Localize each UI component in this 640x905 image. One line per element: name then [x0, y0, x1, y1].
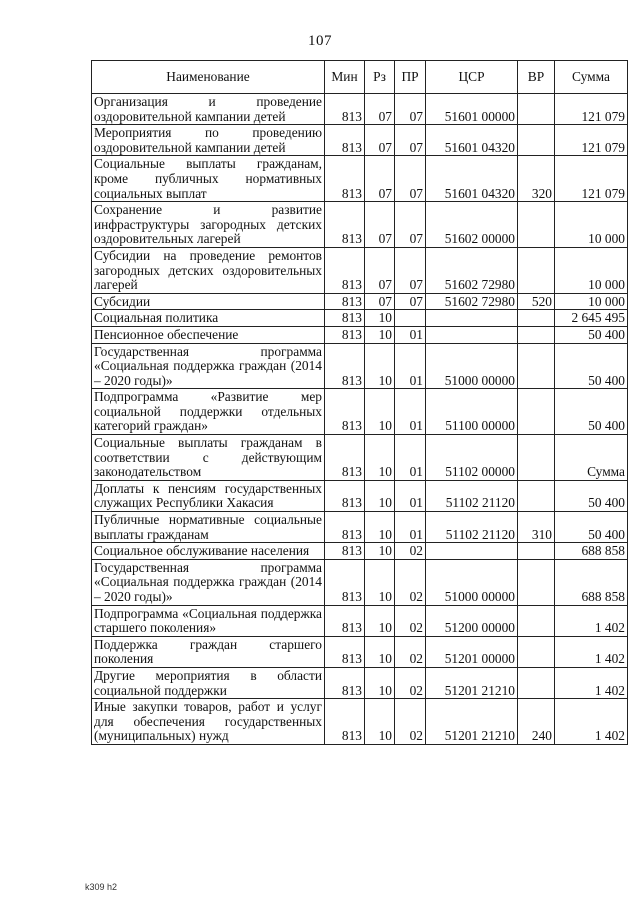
- cell-min: 813: [325, 326, 365, 343]
- cell-min: 813: [325, 247, 365, 293]
- table-row: [92, 559, 628, 605]
- table-row: [92, 435, 628, 481]
- cell-name: Подпрограмма «Социальная поддержка старшего поколения»: [92, 605, 325, 636]
- cell-sum: Сумма: [555, 435, 628, 481]
- header-min: Мин: [325, 61, 365, 94]
- cell-pr: 07: [395, 247, 426, 293]
- table-row: [92, 310, 628, 327]
- cell-vr: 240: [518, 699, 555, 745]
- cell-name: Социальная политика: [92, 310, 325, 327]
- cell-min: 813: [325, 125, 365, 156]
- cell-rz: 10: [365, 435, 395, 481]
- cell-rz: 07: [365, 247, 395, 293]
- cell-vr: [518, 125, 555, 156]
- header-pr: ПР: [395, 61, 426, 94]
- cell-sum: 50 400: [555, 343, 628, 389]
- cell-rz: 10: [365, 326, 395, 343]
- cell-sum: 1 402: [555, 605, 628, 636]
- table-row: [92, 202, 628, 248]
- cell-name: Субсидии: [92, 293, 325, 310]
- cell-csr: 51102 21120: [426, 480, 518, 511]
- cell-vr: 320: [518, 156, 555, 202]
- cell-vr: [518, 559, 555, 605]
- cell-name: Социальные выплаты гражданам в соответствии с действующим законодательством: [92, 435, 325, 481]
- cell-rz: 10: [365, 512, 395, 543]
- cell-name: Другие мероприятия в области социальной поддержки: [92, 667, 325, 698]
- table-row: [92, 247, 628, 293]
- cell-sum: 10 000: [555, 247, 628, 293]
- cell-vr: [518, 543, 555, 560]
- table-row: [92, 605, 628, 636]
- cell-sum: 1 402: [555, 667, 628, 698]
- table-row: [92, 94, 628, 125]
- cell-pr: 07: [395, 125, 426, 156]
- cell-pr: 02: [395, 559, 426, 605]
- table-row: [92, 326, 628, 343]
- cell-csr: 51102 21120: [426, 512, 518, 543]
- cell-csr: 51601 04320: [426, 125, 518, 156]
- cell-name: Социальные выплаты гражданам, кроме публичных нормативных социальных выплат: [92, 156, 325, 202]
- table-row: [92, 636, 628, 667]
- cell-sum: 121 079: [555, 156, 628, 202]
- table-body: [92, 94, 628, 745]
- cell-name: Сохранение и развитие инфраструктуры загородных детских оздоровительных лагерей: [92, 202, 325, 248]
- cell-name: Организация и проведение оздоровительной кампании детей: [92, 94, 325, 125]
- table-row: [92, 667, 628, 698]
- cell-name: Субсидии на проведение ремонтов загородных детских оздоровительных лагерей: [92, 247, 325, 293]
- cell-min: 813: [325, 605, 365, 636]
- table-row: [92, 343, 628, 389]
- table-row: [92, 156, 628, 202]
- cell-sum: 688 858: [555, 559, 628, 605]
- table-row: [92, 512, 628, 543]
- cell-pr: 01: [395, 389, 426, 435]
- cell-min: 813: [325, 156, 365, 202]
- cell-min: 813: [325, 559, 365, 605]
- cell-sum: 50 400: [555, 326, 628, 343]
- header-rz: Рз: [365, 61, 395, 94]
- cell-min: 813: [325, 202, 365, 248]
- cell-name: Доплаты к пенсиям государственных служащих Республики Хакасия: [92, 480, 325, 511]
- cell-rz: 07: [365, 125, 395, 156]
- cell-sum: 10 000: [555, 202, 628, 248]
- cell-name: Мероприятия по проведению оздоровительной кампании детей: [92, 125, 325, 156]
- cell-rz: 10: [365, 310, 395, 327]
- cell-rz: 10: [365, 480, 395, 511]
- cell-csr: 51602 72980: [426, 293, 518, 310]
- cell-vr: [518, 480, 555, 511]
- cell-pr: 02: [395, 636, 426, 667]
- cell-vr: [518, 435, 555, 481]
- cell-csr: 51200 00000: [426, 605, 518, 636]
- cell-pr: 02: [395, 605, 426, 636]
- cell-pr: 07: [395, 94, 426, 125]
- cell-min: 813: [325, 310, 365, 327]
- cell-sum: 121 079: [555, 94, 628, 125]
- cell-pr: [395, 310, 426, 327]
- cell-pr: 02: [395, 543, 426, 560]
- cell-pr: 02: [395, 667, 426, 698]
- cell-rz: 10: [365, 699, 395, 745]
- cell-sum: 50 400: [555, 389, 628, 435]
- cell-rz: 10: [365, 389, 395, 435]
- cell-sum: 1 402: [555, 699, 628, 745]
- cell-vr: 310: [518, 512, 555, 543]
- cell-sum: 688 858: [555, 543, 628, 560]
- cell-rz: 07: [365, 202, 395, 248]
- cell-name: Поддержка граждан старшего поколения: [92, 636, 325, 667]
- cell-rz: 07: [365, 293, 395, 310]
- cell-rz: 07: [365, 94, 395, 125]
- cell-pr: 01: [395, 326, 426, 343]
- cell-vr: [518, 94, 555, 125]
- cell-pr: 01: [395, 512, 426, 543]
- cell-min: 813: [325, 667, 365, 698]
- cell-name: Подпрограмма «Развитие мер социальной поддержки отдельных категорий граждан»: [92, 389, 325, 435]
- cell-csr: [426, 543, 518, 560]
- cell-pr: 07: [395, 156, 426, 202]
- cell-vr: [518, 310, 555, 327]
- cell-vr: 520: [518, 293, 555, 310]
- cell-vr: [518, 326, 555, 343]
- cell-rz: 07: [365, 156, 395, 202]
- cell-min: 813: [325, 293, 365, 310]
- cell-vr: [518, 605, 555, 636]
- cell-vr: [518, 343, 555, 389]
- table-header-row: [92, 61, 628, 94]
- cell-min: 813: [325, 389, 365, 435]
- cell-name: Иные закупки товаров, работ и услуг для обеспечения государственных (муниципальных) нужд: [92, 699, 325, 745]
- cell-name: Пенсионное обеспечение: [92, 326, 325, 343]
- page-number: 107: [308, 33, 332, 49]
- cell-vr: [518, 247, 555, 293]
- cell-csr: [426, 326, 518, 343]
- table-row: [92, 389, 628, 435]
- cell-vr: [518, 389, 555, 435]
- cell-min: 813: [325, 343, 365, 389]
- table-row: [92, 699, 628, 745]
- cell-csr: 51000 00000: [426, 559, 518, 605]
- header-sum: Сумма: [555, 61, 628, 94]
- cell-min: 813: [325, 543, 365, 560]
- cell-rz: 10: [365, 636, 395, 667]
- footer-code: k309 h2: [85, 882, 118, 892]
- cell-min: 813: [325, 94, 365, 125]
- cell-sum: 10 000: [555, 293, 628, 310]
- cell-sum: 1 402: [555, 636, 628, 667]
- cell-pr: 01: [395, 343, 426, 389]
- cell-min: 813: [325, 636, 365, 667]
- cell-sum: 121 079: [555, 125, 628, 156]
- cell-min: 813: [325, 480, 365, 511]
- cell-pr: 02: [395, 699, 426, 745]
- cell-csr: 51201 21210: [426, 699, 518, 745]
- cell-sum: 50 400: [555, 512, 628, 543]
- cell-pr: 01: [395, 435, 426, 481]
- cell-vr: [518, 636, 555, 667]
- cell-csr: 51602 72980: [426, 247, 518, 293]
- table-row: [92, 480, 628, 511]
- cell-csr: 51000 00000: [426, 343, 518, 389]
- cell-sum: 2 645 495: [555, 310, 628, 327]
- cell-csr: 51102 00000: [426, 435, 518, 481]
- cell-name: Государственная программа «Социальная поддержка граждан (2014 – 2020 годы)»: [92, 559, 325, 605]
- cell-name: Публичные нормативные социальные выплаты гражданам: [92, 512, 325, 543]
- cell-rz: 10: [365, 605, 395, 636]
- cell-rz: 10: [365, 667, 395, 698]
- cell-rz: 10: [365, 559, 395, 605]
- cell-vr: [518, 202, 555, 248]
- cell-name: Государственная программа «Социальная поддержка граждан (2014 – 2020 годы)»: [92, 343, 325, 389]
- cell-pr: 07: [395, 202, 426, 248]
- cell-csr: 51100 00000: [426, 389, 518, 435]
- cell-sum: 50 400: [555, 480, 628, 511]
- cell-csr: 51601 04320: [426, 156, 518, 202]
- cell-csr: 51201 21210: [426, 667, 518, 698]
- cell-csr: 51601 00000: [426, 94, 518, 125]
- cell-rz: 10: [365, 543, 395, 560]
- cell-min: 813: [325, 435, 365, 481]
- cell-csr: 51201 00000: [426, 636, 518, 667]
- header-vr: ВР: [518, 61, 555, 94]
- cell-min: 813: [325, 512, 365, 543]
- header-name: Наименование: [92, 61, 325, 94]
- table-row: [92, 125, 628, 156]
- cell-csr: 51602 00000: [426, 202, 518, 248]
- table-row: [92, 543, 628, 560]
- cell-vr: [518, 667, 555, 698]
- cell-pr: 01: [395, 480, 426, 511]
- budget-table: [91, 60, 628, 745]
- cell-csr: [426, 310, 518, 327]
- table-row: [92, 293, 628, 310]
- header-csr: ЦСР: [426, 61, 518, 94]
- cell-pr: 07: [395, 293, 426, 310]
- cell-rz: 10: [365, 343, 395, 389]
- cell-name: Социальное обслуживание населения: [92, 543, 325, 560]
- cell-min: 813: [325, 699, 365, 745]
